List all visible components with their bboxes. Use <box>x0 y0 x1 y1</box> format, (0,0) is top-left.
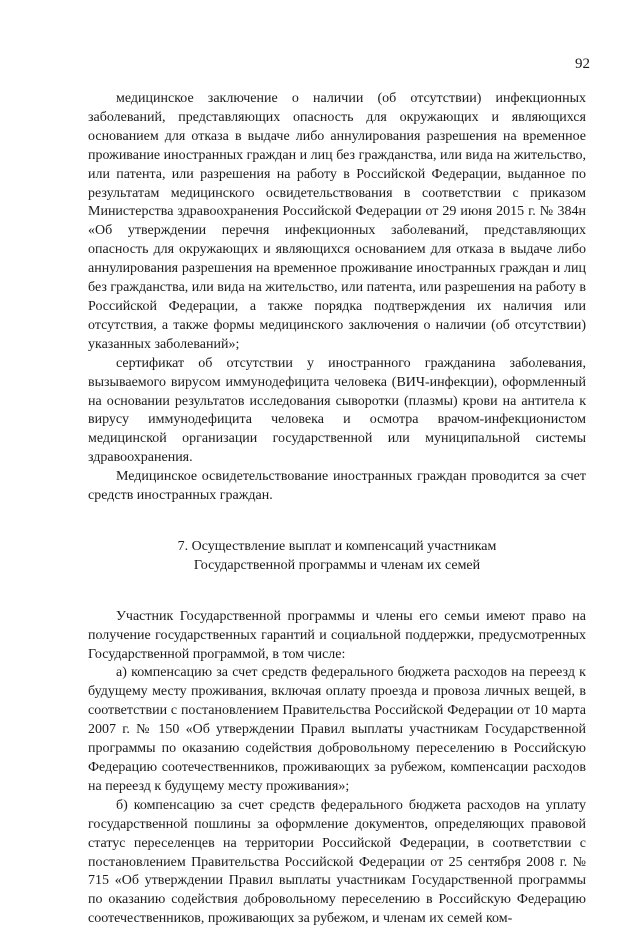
paragraph-item-a: а) компенсацию за счет средств федерального бюджета расходов на переезд к будущему месту проживания, включая оплату проезда и провоза личных вещей, в соответствии с постановлением Правительства Российской Федерации от 10 марта 2007 г. № 150 «Об утверждении Правил выплаты участникам Государственной программы по оказанию содействия добровольному переселению в Российскую Федерацию соотечественников, проживающих за рубежом, компенсации расходов на переезд к будущему месту проживания»; <box>88 665 586 794</box>
paragraph-medical-exam-cost: Медицинское освидетельствование иностранных граждан проводится за счет средств иностранных граждан. <box>88 469 586 504</box>
paragraph-hiv-certificate: сертификат об отсутствии у иностранного гражданина заболевания, вызываемого вирусом иммунодефицита человека (ВИЧ-инфекции), оформленный на основании результатов исследования сыворотки (плазмы) крови на антитела к вирусу иммунодефицита человека и осмотра врачом-инфекционистом медицинской организации государственной или муниципальной системы здравоохранения. <box>88 355 586 466</box>
page-number: 92 <box>575 56 590 72</box>
paragraph-participant-rights: Участник Государственной программы и члены его семьи имеют право на получение государственных гарантий и социальной поддержки, предусмотренных Государственной программой, в том числе: <box>88 608 586 662</box>
section-heading: 7. Осуществление выплат и компенсаций участникам Государственной программы и членам их семей <box>177 538 497 573</box>
paragraph-medical-certificate: медицинское заключение о наличии (об отсутствии) инфекционных заболеваний, представляющих опасность для окружающих и являющихся основанием для отказа в выдаче либо аннулирования разрешения на временное проживание иностранных граждан и лиц без гражданства, или вида на жительство, или патента, или разрешения на работу в Российской Федерации, выданное по результатам медицинского освидетельствования в соответствии с приказом Министерства здравоохранения Российской Федерации от 29 июня 2015 г. № 384н «Об утверждении перечня инфекционных заболеваний, представляющих опасность для окружающих и являющихся основанием для отказа в выдаче либо аннулирования разрешения на временное проживание иностранных граждан и лиц без гражданства, или вида на жительство, или патента, или разрешения на работу в Российской Федерации, а также порядка подтверждения их наличия или отсутствия, а также формы медицинского заключения о наличии (об отсутствии) указанных заболеваний»; <box>88 91 587 352</box>
document-body <box>88 90 586 929</box>
paragraph-item-b: б) компенсацию за счет средств федерального бюджета расходов на уплату государственной пошлины за оформление документов, определяющих правовой статус переселенцев на территории Российской Федерации, в соответствии с постановлением Правительства Российской Федерации от 25 сентября 2008 г. № 715 «Об утверждении Правил выплаты участникам Государственной программы по оказанию содействия добровольному переселению в Российскую Федерацию соотечественников, проживающих за рубежом, и членам их семей ком- <box>88 797 586 927</box>
